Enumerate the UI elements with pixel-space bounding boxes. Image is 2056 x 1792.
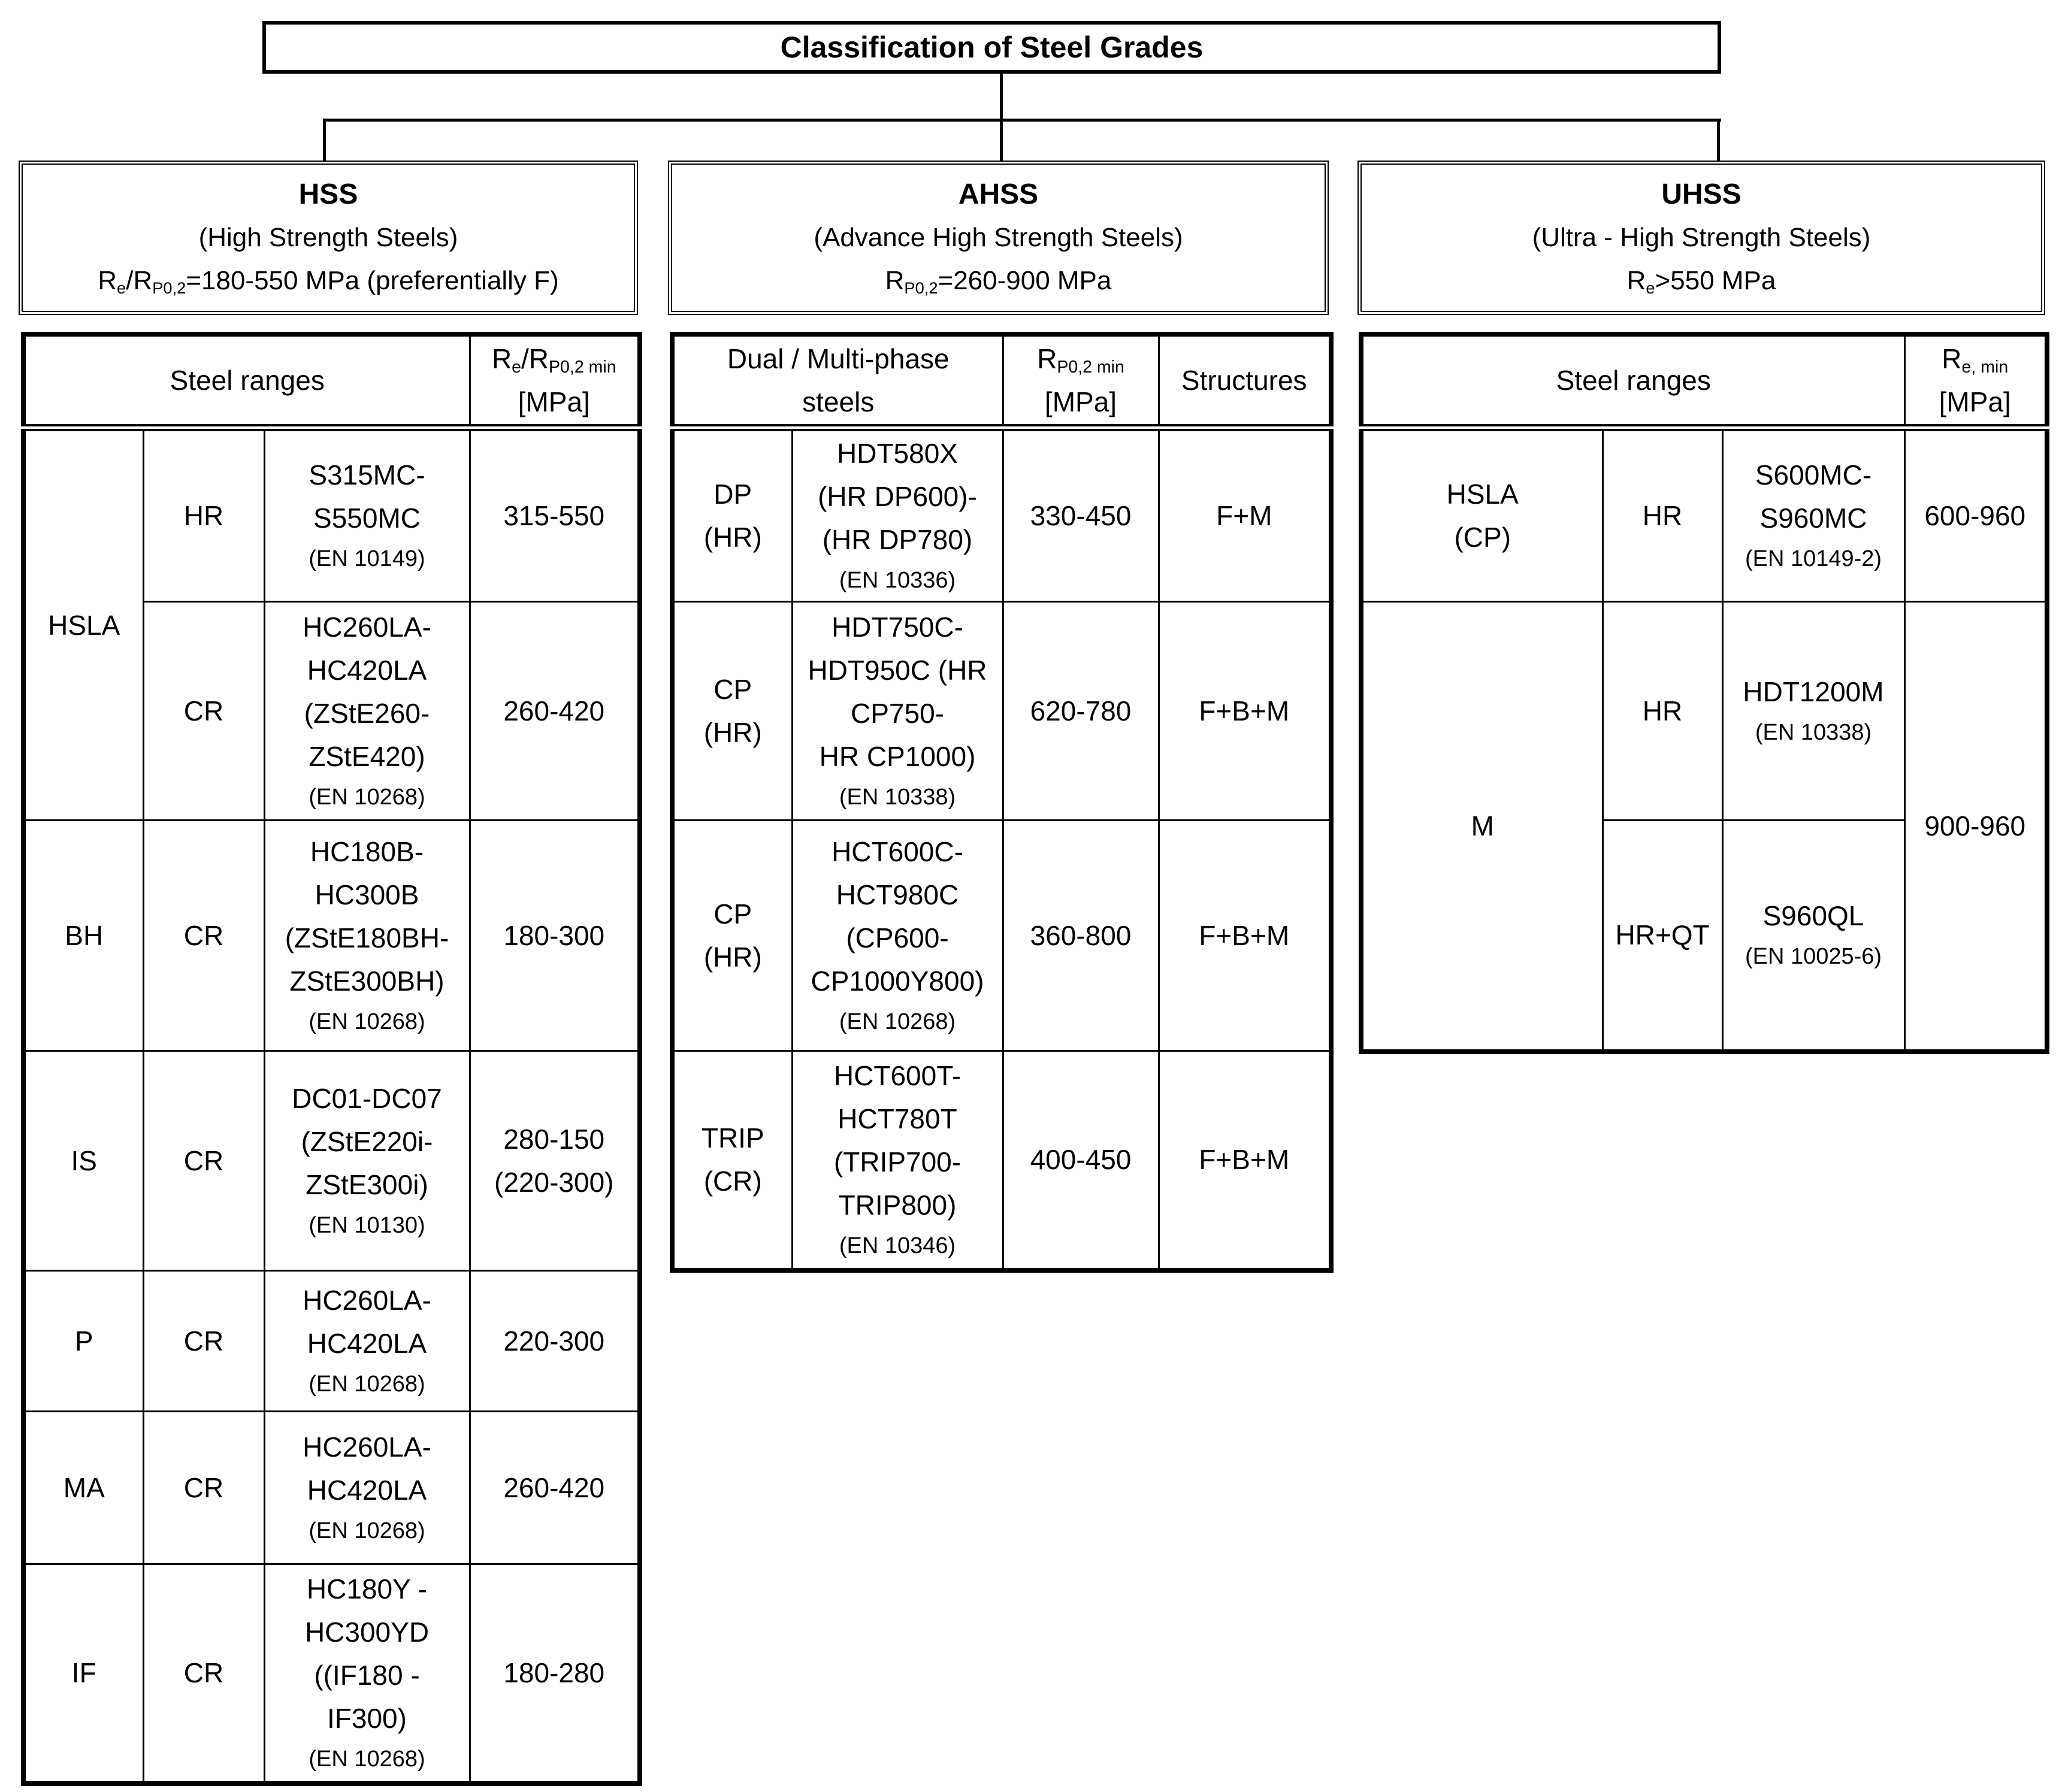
cell-text: HC420LA (307, 1327, 427, 1359)
column-header (470, 334, 640, 428)
connector-trunk (1000, 74, 1003, 122)
table-cell (264, 1411, 470, 1564)
table-cell (1722, 428, 1904, 601)
cell-text: CR (183, 1472, 224, 1503)
table-row (23, 1564, 640, 1784)
table-cell (792, 820, 1003, 1051)
category-name: UHSS (1661, 178, 1741, 210)
column-header (1159, 334, 1331, 428)
cell-text: steels (802, 386, 875, 417)
subscript: P0,2 min (1057, 358, 1124, 377)
cell-text (473, 380, 636, 423)
table-cell (143, 1270, 264, 1411)
cell-text: Structures (1181, 365, 1307, 396)
table-cell (1003, 1051, 1159, 1270)
category-box-ahss (668, 161, 1329, 315)
category-name: AHSS (958, 178, 1039, 210)
cell-text: (CP) (1454, 522, 1511, 553)
standard-reference: (EN 10268) (309, 1009, 425, 1034)
cell-text: 180-280 (503, 1657, 605, 1689)
cell-text: Steel ranges (170, 365, 325, 396)
cell-text: 900-960 (1924, 810, 2026, 841)
table-cell (470, 1564, 640, 1784)
cell-text: HC300B (315, 879, 419, 910)
cell-text: (ZStE180BH- (285, 922, 449, 953)
table-cell (143, 601, 264, 820)
subscript: P0,2 (152, 278, 186, 297)
column-header (23, 334, 470, 428)
cell-text: HR (1642, 500, 1683, 532)
cell-text: HCT600C- (832, 836, 963, 867)
cell-text: HC420LA (307, 1474, 427, 1506)
category-full-name: (High Strength Steels) (198, 223, 458, 252)
standard-reference: (EN 10268) (309, 784, 425, 810)
table-cell (1904, 601, 2047, 1052)
uhss-table (1359, 332, 2049, 1054)
cell-text: CR (183, 1657, 224, 1689)
table-cell (1722, 601, 1904, 820)
table-cell (143, 428, 264, 601)
table-cell (672, 601, 792, 820)
table-row (672, 428, 1331, 601)
column-header (1361, 334, 1904, 428)
table-cell (264, 601, 470, 820)
cell-text: (220-300) (494, 1166, 614, 1198)
table-cell (470, 820, 640, 1051)
cell-text: 400-450 (1030, 1144, 1132, 1176)
cell-text: IF300) (327, 1703, 407, 1735)
table-cell (143, 1564, 264, 1784)
table-cell (792, 428, 1003, 601)
table-cell (672, 428, 792, 601)
text-segment: R (1037, 343, 1057, 374)
cell-text: (HR) (703, 716, 762, 748)
cell-text: CP1000Y800) (811, 965, 984, 997)
table-cell (1361, 601, 1603, 1052)
table-cell (1361, 428, 1603, 601)
cell-text: M (1471, 810, 1494, 841)
table-header-row (1361, 334, 2047, 428)
cell-text: 220-300 (503, 1325, 605, 1357)
table-cell (23, 1411, 143, 1564)
cell-text: 360-800 (1030, 919, 1132, 951)
cell-text: ((IF180 - (314, 1660, 420, 1691)
cell-text: 280-150 (503, 1123, 605, 1155)
subscript: e (1646, 278, 1655, 297)
table-cell (264, 820, 470, 1051)
text-segment: >550 MPa (1655, 266, 1776, 295)
text-segment: [MPa] (518, 386, 590, 417)
table-cell (1159, 820, 1331, 1051)
table-cell (470, 601, 640, 820)
cell-text: (ZStE260- (304, 697, 430, 729)
standard-reference: (EN 10268) (309, 1518, 425, 1543)
table-row (23, 1411, 640, 1564)
standard-reference: (EN 10268) (309, 1746, 425, 1772)
text-segment: =260-900 MPa (938, 266, 1112, 295)
text-segment: /R (521, 343, 549, 374)
table-cell (1722, 820, 1904, 1052)
category-range (885, 259, 1112, 302)
cell-text: HSLA (1446, 479, 1519, 510)
cell-text: HR (183, 500, 224, 532)
table-row (23, 1051, 640, 1270)
cell-text: HDT580X (837, 438, 958, 470)
cell-text: DC01-DC07 (292, 1082, 442, 1114)
text-segment: R (885, 266, 905, 295)
cell-text: 315-550 (503, 500, 605, 532)
table-cell (1904, 428, 2047, 601)
cell-text: CR (183, 1325, 224, 1357)
standard-reference: (EN 10149-2) (1744, 546, 1882, 572)
standard-reference: (EN 10338) (1755, 719, 1872, 745)
column-header (1904, 334, 2047, 428)
category-box-uhss (1357, 161, 2045, 315)
connector-ahss (1000, 119, 1003, 162)
table-cell (1159, 1051, 1331, 1270)
text-segment: [MPa] (1044, 386, 1117, 417)
table-cell (672, 820, 792, 1051)
category-full-name: (Advance High Strength Steels) (814, 223, 1183, 252)
cell-text: HC260LA- (303, 1284, 431, 1316)
cell-text (1006, 337, 1156, 380)
table-row (23, 428, 640, 601)
category-full-name: (Ultra - High Strength Steels) (1532, 223, 1871, 252)
table-cell (470, 1051, 640, 1270)
cell-text: ZStE300BH) (289, 965, 445, 997)
cell-text (1908, 337, 2043, 380)
hss-table (21, 332, 642, 1786)
cell-text: S960MC (1759, 503, 1867, 534)
standard-reference: (EN 10336) (839, 568, 956, 594)
cell-text: Dual / Multi-phase (727, 343, 950, 374)
cell-text: (HR DP600)- (818, 481, 977, 513)
cell-text: Steel ranges (1556, 365, 1711, 396)
cell-text: HC300YD (304, 1617, 430, 1648)
cell-text: 600-960 (1924, 500, 2026, 532)
standard-reference: (EN 10149) (309, 546, 425, 572)
cell-text: 620-780 (1030, 695, 1132, 727)
table-cell (1603, 820, 1722, 1052)
table-cell (672, 1051, 792, 1270)
text-segment: /R (126, 266, 153, 295)
table-cell (1003, 820, 1159, 1051)
cell-text: HC260LA- (303, 1431, 431, 1463)
cell-text: 260-420 (503, 695, 605, 727)
table-cell (264, 1051, 470, 1270)
cell-text: 180-300 (503, 919, 605, 951)
table-cell (470, 428, 640, 601)
table-cell (23, 1564, 143, 1784)
cell-text: S600MC- (1755, 459, 1872, 491)
cell-text: HR (1642, 695, 1683, 727)
table-cell (264, 428, 470, 601)
cell-text: (TRIP700- (833, 1146, 962, 1178)
cell-text: BH (65, 919, 104, 951)
cell-text: HR+QT (1615, 919, 1710, 951)
cell-text: S960QL (1762, 900, 1864, 932)
cell-text: HCT780T (837, 1103, 957, 1135)
cell-text: HSLA (48, 609, 120, 641)
cell-text: HDT1200M (1743, 676, 1884, 707)
table-cell (23, 1270, 143, 1411)
table-row (23, 820, 640, 1051)
table-header-row (672, 334, 1331, 428)
column-header (672, 334, 1003, 428)
cell-text: IS (71, 1145, 97, 1176)
column-header (1003, 334, 1159, 428)
cell-text: F+M (1216, 500, 1272, 532)
cell-text: TRIP800) (838, 1189, 957, 1221)
subscript: e (117, 278, 126, 297)
connector-bar (323, 119, 1721, 122)
cell-text (1006, 380, 1156, 423)
cell-text: 330-450 (1030, 500, 1132, 532)
category-box-hss (19, 161, 638, 315)
subscript: e (512, 358, 522, 377)
table-row (23, 1270, 640, 1411)
cell-text: CP (713, 673, 752, 705)
category-range (98, 259, 558, 302)
cell-text: (ZStE220i- (301, 1125, 433, 1157)
text-segment: [MPa] (1939, 386, 2011, 417)
text-segment: =180-550 MPa (preferentially F) (186, 266, 559, 295)
table-cell (264, 1270, 470, 1411)
cell-text: HC420LA (307, 654, 427, 686)
cell-text: HDT750C- (832, 611, 963, 643)
table-cell (143, 820, 264, 1051)
cell-text: F+B+M (1199, 1144, 1290, 1176)
table-cell (470, 1270, 640, 1411)
standard-reference: (EN 10268) (309, 1371, 425, 1397)
table-cell (143, 1051, 264, 1270)
cell-text: CP (713, 898, 752, 930)
cell-text: S550MC (313, 503, 421, 534)
cell-text: CR (183, 919, 224, 951)
table-row (672, 601, 1331, 820)
cell-text: 260-420 (503, 1472, 605, 1503)
subscript: P0,2 min (549, 358, 616, 377)
cell-text: HDT950C (HR (808, 654, 987, 686)
cell-text: MA (63, 1472, 105, 1503)
cell-text: DP (713, 479, 752, 510)
cell-text: CR (183, 695, 224, 727)
cell-text: ZStE420) (309, 740, 425, 772)
standard-reference: (EN 10025-6) (1744, 944, 1882, 970)
cell-text: F+B+M (1199, 919, 1290, 951)
table-cell (792, 601, 1003, 820)
table-header-row (23, 334, 640, 428)
cell-text: TRIP (701, 1122, 764, 1154)
cell-text: CR (183, 1145, 224, 1176)
cell-text: F+B+M (1199, 695, 1290, 727)
table-cell (23, 1051, 143, 1270)
text-segment: R (98, 266, 117, 295)
cell-text (473, 337, 636, 380)
table-row (1361, 601, 2047, 820)
table-row (672, 1051, 1331, 1270)
category-name: HSS (298, 178, 358, 210)
cell-text: (CP600- (846, 922, 949, 953)
table-cell (1159, 428, 1331, 601)
cell-text: HCT600T- (833, 1060, 962, 1092)
ahss-table (670, 332, 1334, 1273)
table-cell (264, 1564, 470, 1784)
subscript: P0,2 (904, 278, 938, 297)
standard-reference: (EN 10130) (309, 1212, 425, 1238)
cell-text: HC180B- (310, 836, 424, 867)
cell-text: (HR) (703, 941, 762, 973)
table-cell (470, 1411, 640, 1564)
table-cell (1603, 601, 1722, 820)
standard-reference: (EN 10338) (839, 784, 956, 810)
text-segment: R (1942, 343, 1962, 374)
cell-text: IF (71, 1657, 96, 1689)
table-cell (1603, 428, 1722, 601)
cell-text: HC180Y - (306, 1573, 428, 1605)
connector-uhss (1717, 119, 1720, 162)
table-cell (792, 1051, 1003, 1270)
cell-text: S315MC- (309, 459, 425, 491)
table-row (1361, 428, 2047, 601)
cell-text (1908, 380, 2043, 423)
standard-reference: (EN 10346) (839, 1233, 956, 1259)
table-cell (1003, 428, 1159, 601)
table-cell (23, 820, 143, 1051)
standard-reference: (EN 10268) (839, 1009, 956, 1034)
table-row (672, 820, 1331, 1051)
cell-text: HR CP1000) (819, 740, 976, 772)
subscript: e, min (1961, 358, 2009, 377)
cell-text: HC260LA- (303, 611, 431, 643)
cell-text: (HR DP780) (822, 524, 973, 556)
cell-text: (HR) (703, 522, 762, 553)
diagram-title: Classification of Steel Grades (262, 21, 1721, 74)
category-range (1627, 259, 1776, 302)
cell-text: P (74, 1325, 93, 1357)
cell-text: (CR) (703, 1166, 762, 1197)
text-segment: R (1626, 266, 1646, 295)
cell-text: ZStE300i) (306, 1169, 428, 1200)
table-cell (1159, 601, 1331, 820)
cell-text: CP750- (851, 697, 944, 729)
connector-hss (323, 119, 326, 162)
table-cell (1003, 601, 1159, 820)
cell-text: HCT980C (836, 879, 959, 910)
text-segment: R (491, 343, 512, 374)
table-cell (23, 428, 143, 820)
table-cell (143, 1411, 264, 1564)
